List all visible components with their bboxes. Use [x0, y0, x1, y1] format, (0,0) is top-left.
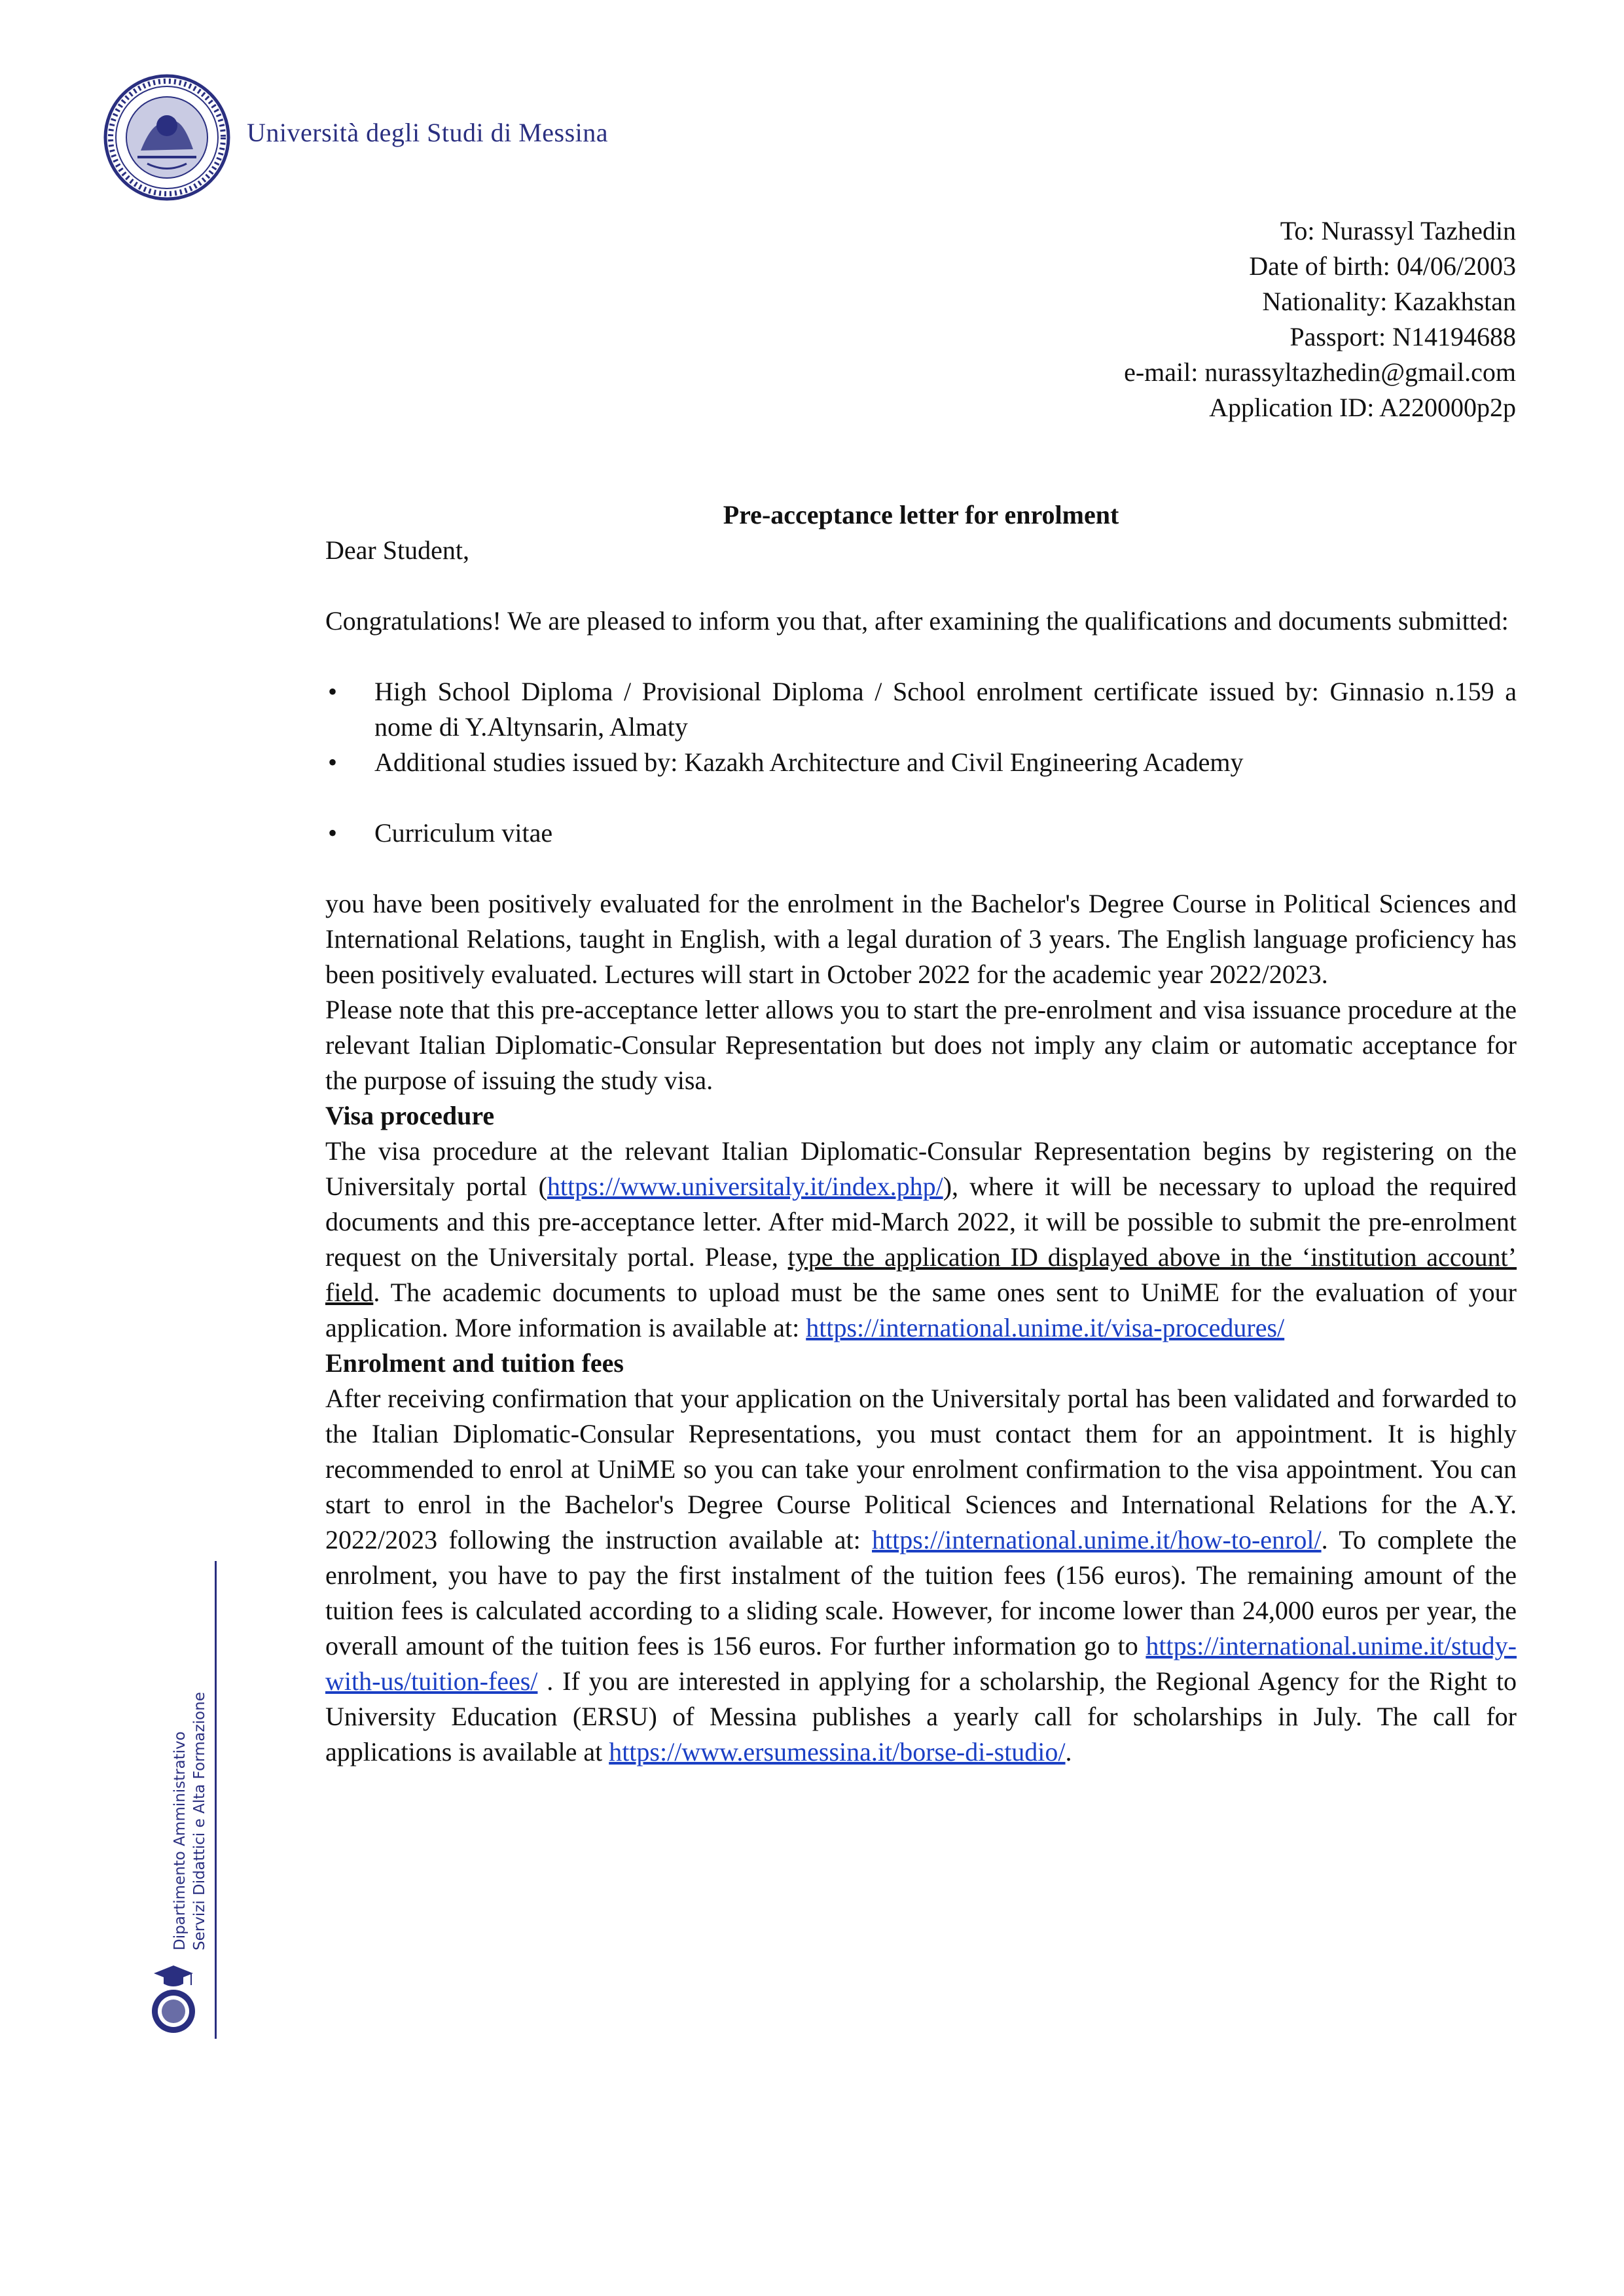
enrolment-paragraph — [325, 1381, 1517, 1770]
intro-paragraph: Congratulations! We are pleased to inform you that, after examining the qualifications and documents submitted: — [325, 606, 1509, 636]
department-sidebar — [131, 1561, 216, 2039]
enrolment-text-4: . — [1065, 1737, 1072, 1767]
recipient-application-id: Application ID: A220000p2p — [1209, 393, 1516, 422]
visa-text-1: The visa procedure at the relevant Italian Diplomatic-Consular Representation begins by registering on the Universitaly portal ( — [325, 1136, 1517, 1201]
department-logo-icon — [144, 1960, 203, 2036]
document-text: High School Diploma / Provisional Diploma / School enrolment certificate issued by: Ginnasio n.159 a nome di Y.Altynsarin, Almaty — [374, 677, 1517, 742]
ersu-scholarship-link[interactable]: https://www.ersumessina.it/borse-di-studio/ — [609, 1737, 1066, 1767]
visa-procedures-link[interactable]: https://international.unime.it/visa-procedures/ — [806, 1313, 1285, 1342]
recipient-block — [1124, 213, 1516, 425]
bullet-icon: • — [328, 677, 338, 706]
recipient-dob: Date of birth: 04/06/2003 — [1249, 251, 1516, 281]
university-name: Università degli Studi di Messina — [247, 117, 609, 147]
letterhead — [101, 72, 608, 203]
list-item — [325, 816, 1517, 851]
department-line-2: Servizi Didattici e Alta Formazione — [191, 1692, 208, 1950]
tuition-fees-link[interactable]: https://international.unime.it/study-with-us/tuition-fees/ — [325, 1631, 1517, 1696]
visa-text-2: ), where it will be necessary to upload the required documents and this pre-acceptance letter. After mid-March 2022, it will be possible to submit the pre-enrolment request on the Universitaly portal. Please, — [325, 1172, 1517, 1272]
enrolment-text-2: . To complete the enrolment, you have to pay the first instalment of the tuition fees (156 euros). The remaining amount of the tuition fees is calculated according to a sliding scale. However, for income lower than 24,000 euros per year, the overall amount of the tuition fees is 156 euros. For further information go to — [325, 1525, 1517, 1660]
list-item — [325, 674, 1517, 745]
recipient-nationality: Nationality: Kazakhstan — [1262, 287, 1516, 316]
how-to-enrol-link[interactable]: https://international.unime.it/how-to-enrol/ — [872, 1525, 1322, 1554]
bullet-icon: • — [328, 818, 338, 848]
document-text: Curriculum vitae — [374, 818, 553, 848]
visa-heading: Visa procedure — [325, 1101, 495, 1130]
department-line-1: Dipartimento Amministrativo — [171, 1731, 189, 1950]
recipient-name: To: Nurassyl Tazhedin — [1280, 216, 1516, 245]
note-paragraph: Please note that this pre-acceptance letter allows you to start the pre-enrolment and visa issuance procedure at the relevant Italian Diplomatic-Consular Representation but does not imply any claim or automatic acceptance for the purpose of issuing the study visa. — [325, 995, 1517, 1095]
documents-list — [325, 674, 1517, 851]
visa-text-3: . The academic documents to upload must be the same ones sent to UniME for the evaluation of your application. More information is available at: — [325, 1278, 1517, 1342]
enrolment-text-1: After receiving confirmation that your application on the Universitaly portal has been validated and forwarded to the Italian Diplomatic-Consular Representations, you must contact them for an appointment. It is highly recommended to enrol at UniME so you can take your enrolment confirmation to the visa appointment. You can start to enrol in the Bachelor's Degree Course Political Sciences and International Relations for the A.Y. 2022/2023 following the instruction available at: — [325, 1384, 1517, 1554]
department-name — [170, 1692, 209, 1950]
document-text: Additional studies issued by: Kazakh Architecture and Civil Engineering Academy — [374, 747, 1244, 777]
enrolment-text-3: . If you are interested in applying for a scholarship, the Regional Agency for the Right to University Education (ERSU) of Messina publishes a yearly call for scholarships in July. The call for applications is available at — [325, 1666, 1517, 1767]
university-seal-icon — [101, 72, 232, 203]
recipient-passport: Passport: N14194688 — [1290, 322, 1516, 351]
sidebar-divider — [215, 1561, 217, 2039]
enrolment-heading: Enrolment and tuition fees — [325, 1348, 624, 1378]
letter-body — [325, 497, 1517, 1770]
salutation: Dear Student, — [325, 535, 469, 565]
list-item — [325, 745, 1517, 780]
visa-paragraph — [325, 1134, 1517, 1346]
bullet-icon: • — [328, 747, 338, 777]
evaluation-paragraph: you have been positively evaluated for the enrolment in the Bachelor's Degree Course in Political Sciences and International Relations, taught in English, with a legal duration of 3 years. The English language proficiency has been positively evaluated. Lectures will start in October 2022 for the academic year 2022/2023. — [325, 889, 1517, 989]
visa-underlined-instruction: type the application ID displayed above in the ‘institution account’ field — [325, 1242, 1517, 1307]
universitaly-link[interactable]: https://www.universitaly.it/index.php/ — [547, 1172, 943, 1201]
letter-title: Pre-acceptance letter for enrolment — [723, 500, 1119, 529]
recipient-email: e-mail: nurassyltazhedin@gmail.com — [1124, 357, 1516, 387]
